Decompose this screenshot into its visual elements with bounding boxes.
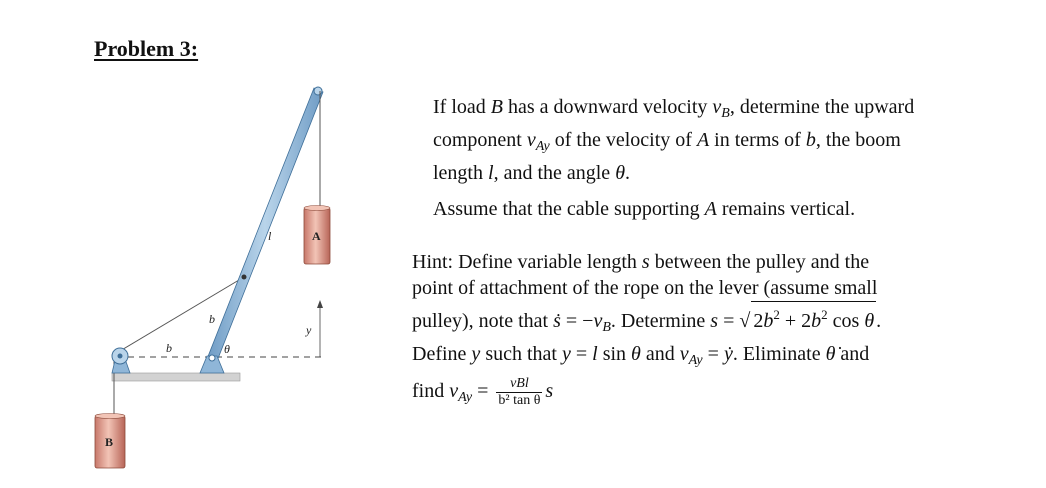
text: remains vertical. xyxy=(716,198,856,220)
var-theta-dot: θ̇ xyxy=(825,343,836,365)
var-v: v xyxy=(593,310,603,332)
text: If load xyxy=(433,96,491,118)
sqrt-sign: √ xyxy=(739,310,751,332)
text: . Determine xyxy=(610,310,711,332)
superscript: 2 xyxy=(773,307,780,322)
text: in terms of xyxy=(709,129,806,151)
var-l: l xyxy=(592,343,598,365)
boom-pivot xyxy=(209,355,215,361)
text: sin xyxy=(597,343,632,365)
text: 2 xyxy=(753,310,764,332)
subscript: Ay xyxy=(458,390,473,406)
var-s: s xyxy=(545,380,554,403)
text: cos xyxy=(827,310,865,332)
problem-paragraph-1 xyxy=(433,94,973,186)
subscript: B xyxy=(721,106,730,121)
text: and xyxy=(640,343,680,365)
var-b: b xyxy=(811,310,822,332)
text: between the pulley and the xyxy=(649,251,870,273)
var-a: A xyxy=(696,129,710,151)
problem-paragraph-2 xyxy=(433,196,973,222)
hint-line-3 xyxy=(412,301,1012,341)
var-s: s xyxy=(641,251,650,273)
text: pulley), note that xyxy=(412,310,554,332)
var-theta: θ xyxy=(631,343,641,365)
subscript: Ay xyxy=(535,139,550,154)
page-title: Problem 3: xyxy=(94,36,199,61)
text: = xyxy=(472,380,494,403)
sqrt-argument xyxy=(751,301,876,334)
text: + 2 xyxy=(779,310,812,332)
text: , and the angle xyxy=(493,162,616,184)
var-v: v xyxy=(449,380,459,403)
var-theta: θ xyxy=(615,162,626,184)
load-b-top xyxy=(95,414,125,419)
text: , the boom xyxy=(815,129,901,151)
label-b-upper: b xyxy=(209,312,215,326)
label-b-lower: b xyxy=(166,341,172,355)
text: find xyxy=(412,380,450,403)
var-s: s xyxy=(710,310,719,332)
var-l: l xyxy=(488,162,494,184)
ground xyxy=(112,373,240,381)
label-y: y xyxy=(306,323,312,337)
text: = − xyxy=(560,310,594,332)
text: has a downward velocity xyxy=(502,96,713,118)
label-b-load: B xyxy=(105,435,114,449)
text: = xyxy=(718,310,740,332)
var-b: b xyxy=(805,129,816,151)
hint-block xyxy=(412,249,1012,411)
var-v: v xyxy=(712,96,722,118)
text: of the velocity of xyxy=(549,129,697,151)
text: such that xyxy=(480,343,562,365)
rope-attachment-point xyxy=(242,275,247,280)
text: , determine the upward xyxy=(729,96,915,118)
fraction-denominator: b² tan θ xyxy=(498,393,541,408)
label-theta: θ xyxy=(224,342,230,356)
var-v: v xyxy=(679,343,689,365)
text: length xyxy=(433,162,488,184)
text: . xyxy=(625,162,631,184)
pulley-hub xyxy=(118,354,123,359)
load-a-top xyxy=(304,206,330,211)
hint-line-4 xyxy=(412,341,1012,374)
var-theta: θ xyxy=(864,310,875,332)
fraction-numerator: vBl xyxy=(496,376,542,393)
text: Define xyxy=(412,343,472,365)
label-l: l xyxy=(268,229,272,243)
var-s-dot: ṡ xyxy=(553,310,561,332)
text: . Eliminate xyxy=(732,343,826,365)
var-b-load: B xyxy=(490,96,503,118)
hint-line-5 xyxy=(412,376,1012,411)
var-v: v xyxy=(526,129,536,151)
fraction xyxy=(496,376,542,409)
text: component xyxy=(433,129,527,151)
label-a: A xyxy=(312,229,321,243)
text: = xyxy=(570,343,593,365)
text: Assume that the cable supporting xyxy=(433,198,705,220)
y-arrow-head xyxy=(317,300,323,308)
subscript: B xyxy=(602,320,611,335)
var-y: y xyxy=(471,343,481,365)
var-y-dot: ẏ xyxy=(723,343,733,365)
hint-line-2: point of attachment of the rope on the lever (assume small xyxy=(412,277,878,299)
text: Hint: Define variable length xyxy=(412,251,642,273)
var-b: b xyxy=(763,310,774,332)
text: = xyxy=(702,343,724,365)
text: . xyxy=(876,310,882,332)
var-y: y xyxy=(561,343,571,365)
top-pulley xyxy=(314,87,322,95)
hint-line-1 xyxy=(412,249,1012,275)
superscript: 2 xyxy=(821,307,828,322)
var-a: A xyxy=(704,198,717,220)
subscript: Ay xyxy=(688,353,703,368)
text: and xyxy=(835,343,870,365)
problem-statement xyxy=(433,94,973,232)
